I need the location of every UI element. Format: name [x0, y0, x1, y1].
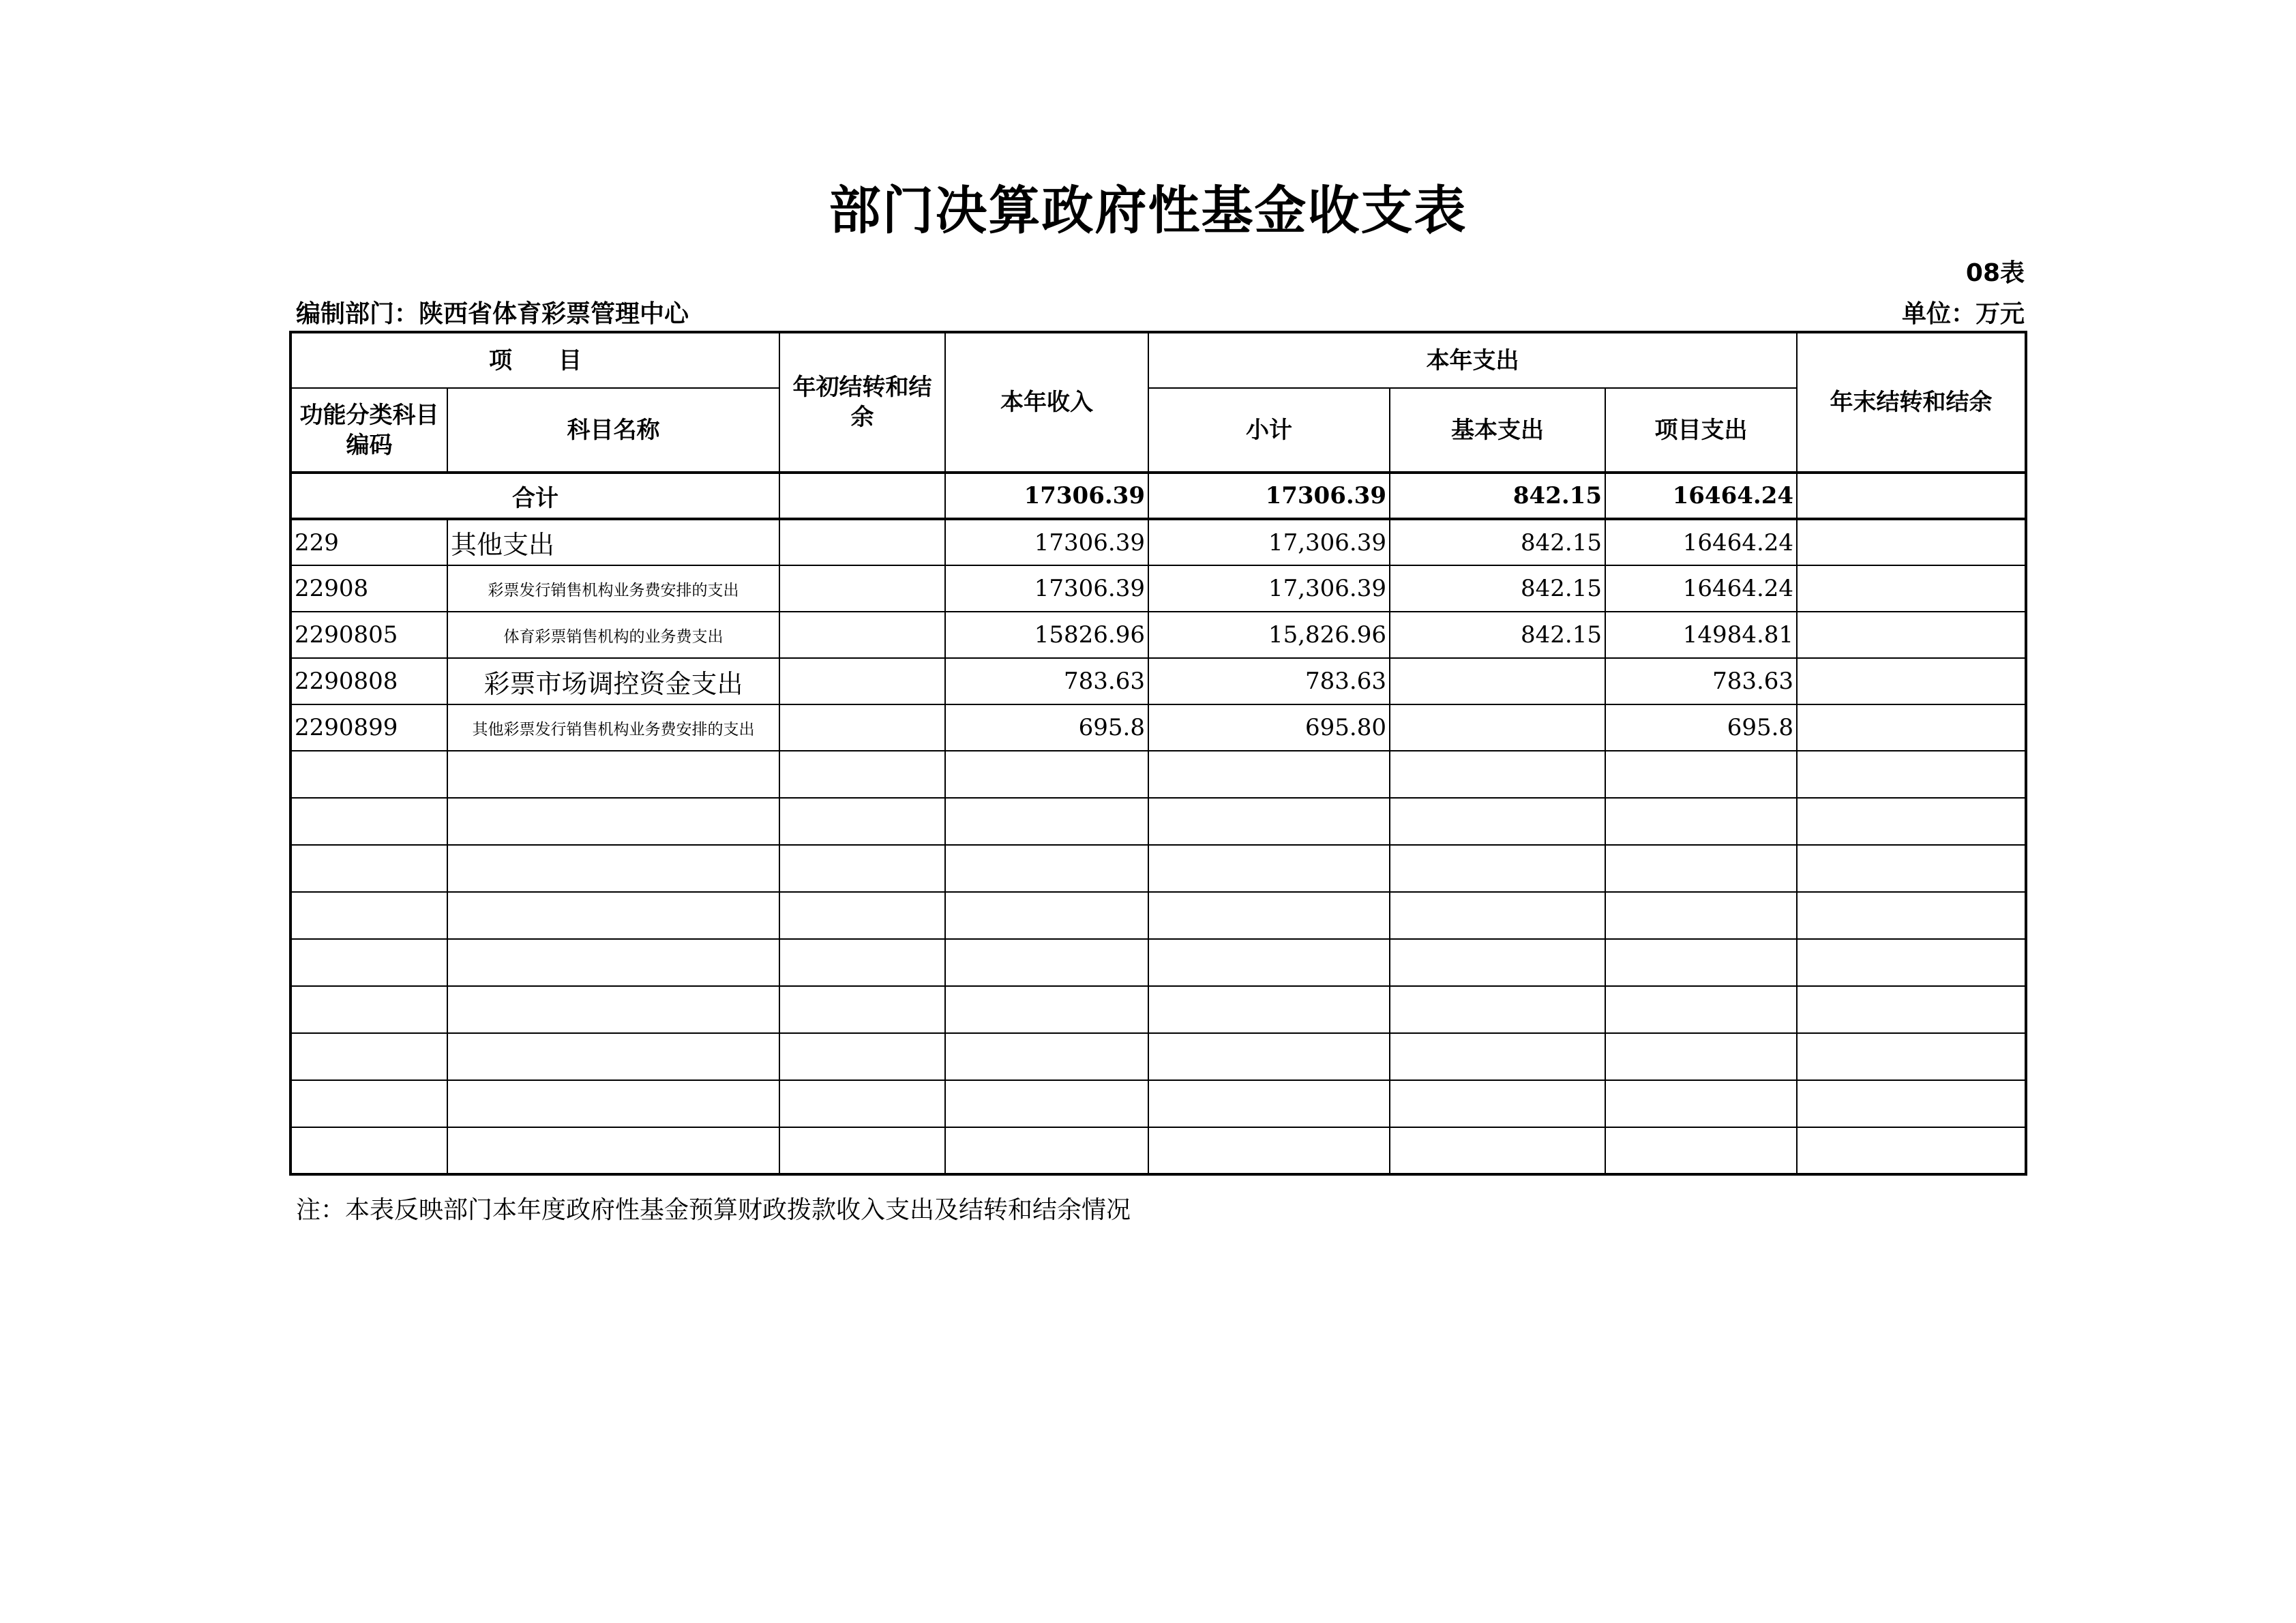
total-row — [290, 473, 2026, 519]
table-row — [290, 658, 2026, 704]
row-basic: 842.15 — [1390, 565, 1605, 612]
row-carry-end — [1797, 519, 2026, 565]
compiling-department: 编制部门：陕西省体育彩票管理中心 — [296, 300, 689, 328]
row-carry-end — [1797, 565, 2026, 612]
empty-row — [290, 1127, 2026, 1174]
row-subtotal: 783.63 — [1148, 658, 1390, 704]
row-carry-begin — [779, 704, 945, 751]
row-project: 14984.81 — [1605, 612, 1797, 658]
total-income: 17306.39 — [945, 473, 1148, 519]
row-basic — [1390, 658, 1605, 704]
header-item: 项 目 — [290, 332, 779, 388]
row-name: 彩票发行销售机构业务费安排的支出 — [447, 565, 779, 612]
total-subtotal: 17306.39 — [1148, 473, 1390, 519]
row-carry-begin — [779, 565, 945, 612]
total-carry-end — [1797, 473, 2026, 519]
form-number: 08表 — [1965, 259, 2025, 287]
header-row-2 — [290, 388, 2026, 473]
row-project: 783.63 — [1605, 658, 1797, 704]
total-carry-begin — [779, 473, 945, 519]
row-name: 其他支出 — [447, 519, 779, 565]
row-income: 17306.39 — [945, 519, 1148, 565]
empty-row — [290, 1033, 2026, 1080]
header-project: 项目支出 — [1605, 388, 1797, 473]
empty-row — [290, 798, 2026, 845]
row-code: 2290808 — [290, 658, 447, 704]
total-label: 合计 — [290, 473, 779, 519]
empty-row — [290, 1080, 2026, 1127]
row-carry-end — [1797, 704, 2026, 751]
table-row — [290, 612, 2026, 658]
empty-row — [290, 751, 2026, 798]
row-name: 彩票市场调控资金支出 — [447, 658, 779, 704]
header-expense: 本年支出 — [1148, 332, 1797, 388]
empty-row — [290, 939, 2026, 986]
row-code: 2290805 — [290, 612, 447, 658]
row-code: 229 — [290, 519, 447, 565]
row-income: 695.8 — [945, 704, 1148, 751]
row-basic: 842.15 — [1390, 612, 1605, 658]
row-project: 16464.24 — [1605, 519, 1797, 565]
row-income: 17306.39 — [945, 565, 1148, 612]
row-subtotal: 17,306.39 — [1148, 519, 1390, 565]
header-basic: 基本支出 — [1390, 388, 1605, 473]
row-project: 695.8 — [1605, 704, 1797, 751]
header-func-code: 功能分类科目编码 — [290, 388, 447, 473]
header-row-1 — [290, 332, 2026, 388]
total-basic: 842.15 — [1390, 473, 1605, 519]
row-income: 783.63 — [945, 658, 1148, 704]
row-carry-begin — [779, 519, 945, 565]
row-subtotal: 17,306.39 — [1148, 565, 1390, 612]
header-subject-name: 科目名称 — [447, 388, 779, 473]
row-code: 2290899 — [290, 704, 447, 751]
row-code: 22908 — [290, 565, 447, 612]
header-carry-end: 年末结转和结余 — [1797, 332, 2026, 473]
row-carry-begin — [779, 612, 945, 658]
row-name: 其他彩票发行销售机构业务费安排的支出 — [447, 704, 779, 751]
fund-table — [289, 331, 2027, 1176]
header-income: 本年收入 — [945, 332, 1148, 473]
header-carry-begin: 年初结转和结余 — [779, 332, 945, 473]
row-income: 15826.96 — [945, 612, 1148, 658]
row-subtotal: 15,826.96 — [1148, 612, 1390, 658]
row-basic — [1390, 704, 1605, 751]
empty-row — [290, 845, 2026, 892]
unit-label: 单位：万元 — [1901, 300, 2025, 328]
row-carry-end — [1797, 658, 2026, 704]
row-basic: 842.15 — [1390, 519, 1605, 565]
row-project: 16464.24 — [1605, 565, 1797, 612]
table-row — [290, 565, 2026, 612]
header-subtotal: 小计 — [1148, 388, 1390, 473]
table-row — [290, 519, 2026, 565]
empty-row — [290, 986, 2026, 1033]
row-name: 体育彩票销售机构的业务费支出 — [447, 612, 779, 658]
total-project: 16464.24 — [1605, 473, 1797, 519]
table-row — [290, 704, 2026, 751]
row-carry-end — [1797, 612, 2026, 658]
row-subtotal: 695.80 — [1148, 704, 1390, 751]
row-carry-begin — [779, 658, 945, 704]
empty-row — [290, 892, 2026, 939]
page-title: 部门决算政府性基金收支表 — [829, 180, 1467, 241]
footnote: 注：本表反映部门本年度政府性基金预算财政拨款收入支出及结转和结余情况 — [296, 1196, 1131, 1224]
